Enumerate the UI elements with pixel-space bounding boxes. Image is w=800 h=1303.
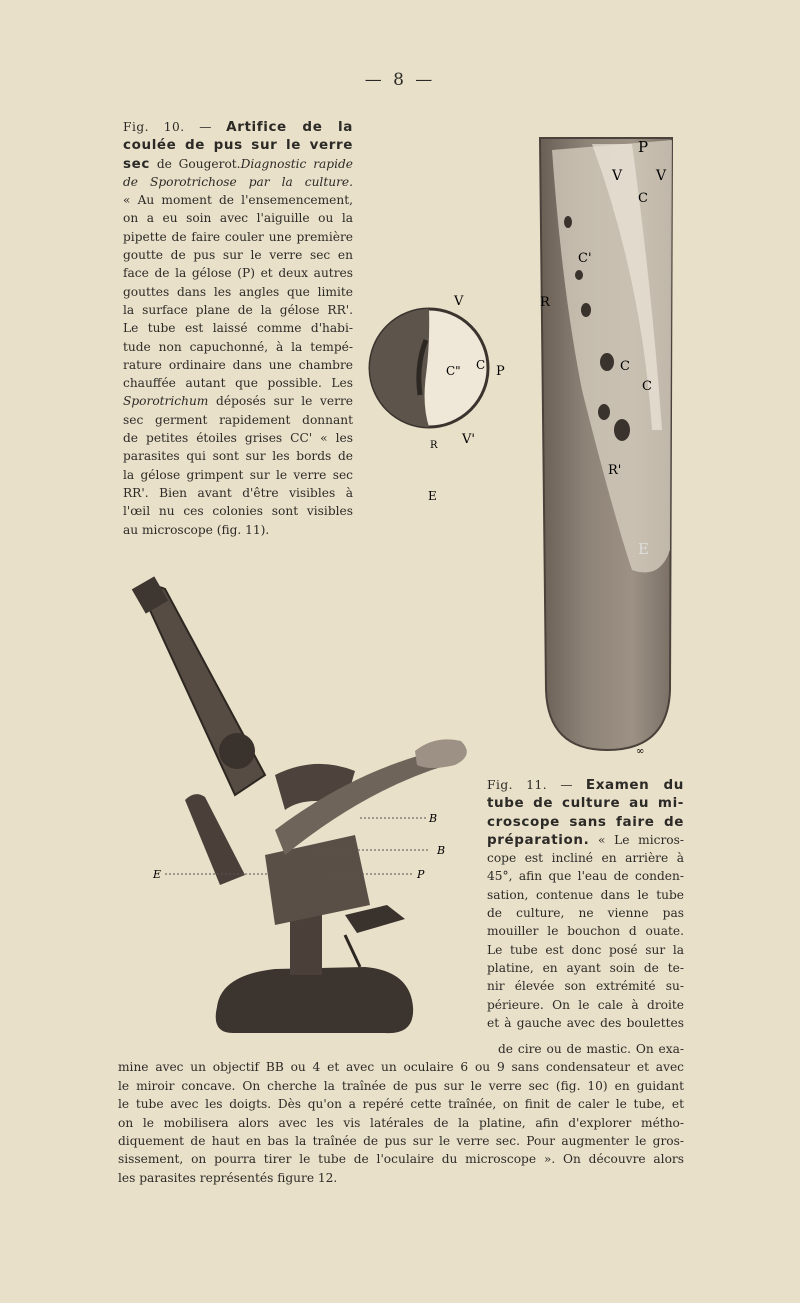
fig11-caption bbox=[487, 776, 684, 1032]
fig11-title-line4: préparation. bbox=[487, 831, 590, 848]
fig10-line: sec germent rapidement donnant bbox=[123, 412, 353, 427]
circle-label-C2: C bbox=[476, 358, 486, 372]
fig10-line: RR'. Bien avant d'être visibles à bbox=[123, 485, 353, 500]
body-line: sissement, on pourra tirer le tube de l'oculaire du microscope ». On découvre alors bbox=[118, 1152, 684, 1167]
culture-tube-figure bbox=[532, 130, 682, 755]
fig10-line: la gélose grimpent sur le verre sec bbox=[123, 467, 353, 482]
fig10-line: pipette de faire couler une première bbox=[123, 229, 353, 244]
tube-label-E: E bbox=[638, 540, 649, 558]
tube-label-V1: V bbox=[612, 168, 623, 184]
colony bbox=[564, 216, 572, 228]
fig11-line: « Le micros- bbox=[589, 832, 684, 847]
circle-label-P: P bbox=[496, 364, 505, 379]
circle-label-R: R bbox=[430, 440, 438, 451]
microscope-figure bbox=[125, 575, 475, 1035]
colony bbox=[581, 303, 591, 317]
tube-label-C4: C bbox=[642, 379, 652, 394]
colony bbox=[614, 419, 630, 441]
fig10-line: « Au moment de l'ensemencement, bbox=[123, 193, 353, 208]
circle-label-V: V bbox=[454, 294, 464, 309]
microscope-base bbox=[216, 967, 413, 1033]
micro-label-B2: B bbox=[437, 844, 446, 857]
circle-label-V2: V' bbox=[462, 432, 475, 447]
coarse-focus-knob bbox=[219, 733, 255, 769]
fig10-line: face de la gélose (P) et deux autres bbox=[123, 266, 353, 281]
body-line: les parasites représentés figure 12. bbox=[118, 1170, 338, 1185]
fig10-line: on a eu soin avec l'aiguille ou la bbox=[123, 211, 353, 226]
fig11-line: sation, contenue dans le tube bbox=[487, 887, 684, 902]
fig10-title-line3-bold: sec bbox=[123, 155, 150, 172]
fine-focus-knob bbox=[345, 905, 405, 933]
colony bbox=[598, 404, 610, 420]
body-line: mine avec un objectif BB ou 4 et avec un oculaire 6 ou 9 sans condensateur et avec bbox=[118, 1060, 684, 1075]
fig11-line: Le tube est donc posé sur la bbox=[487, 942, 684, 957]
fig10-line: Le tube est laissé comme d'habi- bbox=[123, 321, 353, 336]
fig10-title-line2: coulée de pus sur le verre bbox=[123, 137, 353, 154]
fig11-title-line1: Examen du bbox=[585, 777, 685, 793]
fig11-line: et à gauche avec des boulettes bbox=[487, 1015, 684, 1030]
body-line: le tube avec les doigts. Dès qu'on a repéré cette traînée, on finit de caler le tube, et bbox=[118, 1097, 684, 1112]
tube-label-P: P bbox=[638, 138, 649, 156]
tube-label-C2: C' bbox=[578, 251, 592, 266]
fig10-line: la surface plane de la gélose RR'. bbox=[123, 302, 353, 317]
tube-label-C3: C bbox=[620, 359, 630, 374]
body-text bbox=[118, 1040, 684, 1187]
body-line: de cire ou de mastic. On exa- bbox=[498, 1042, 684, 1056]
colony bbox=[575, 270, 583, 280]
fig11-line: de culture, ne vienne pas bbox=[487, 906, 684, 921]
fig11-label: Fig. 11. — bbox=[487, 778, 574, 792]
body-line: le miroir concave. On cherche la traînée de pus sur le verre sec (fig. 10) en guidant bbox=[118, 1078, 684, 1093]
colony bbox=[600, 353, 614, 371]
fig10-line: rature ordinaire dans une chambre bbox=[123, 357, 353, 372]
body-line: diquement de haut en bas la traînée de pus sur le verre sec. Pour augmenter le gros- bbox=[118, 1134, 684, 1149]
fig10-line: au microscope (fig. 11). bbox=[123, 522, 270, 537]
fig10-subtitle: Diagnostic rapide bbox=[240, 156, 354, 171]
tube-label-C1: C bbox=[638, 191, 648, 206]
tube-label-R: R bbox=[540, 295, 550, 310]
fig10-caption bbox=[123, 118, 353, 539]
fig11-title-line3: croscope sans faire de bbox=[487, 813, 684, 830]
page-number: — 8 — bbox=[364, 70, 436, 90]
fig10-line: déposés sur le verre bbox=[208, 394, 353, 409]
tube-label-bottom: ∞ bbox=[636, 746, 645, 755]
fig10-line: gouttes dans les angles que limite bbox=[123, 284, 353, 299]
micro-label-E: E bbox=[153, 868, 162, 881]
fig10-label: Fig. 10. — bbox=[123, 120, 212, 134]
fig11-line: platine, en ayant soin de te- bbox=[487, 960, 684, 975]
fig10-line: goutte de pus sur le verre sec en bbox=[123, 248, 353, 263]
fig10-italic-term: Sporotrichum bbox=[123, 394, 209, 409]
circle-label-E: E bbox=[428, 489, 437, 503]
fig11-title-line2: tube de culture au mi- bbox=[487, 795, 684, 812]
fig11-line: nir élevée son extrémité su- bbox=[487, 979, 684, 994]
fig10-title-line1: Artifice de la bbox=[226, 119, 353, 135]
tube-label-V2: V bbox=[656, 168, 667, 184]
fig11-line: 45°, afin que l'eau de conden- bbox=[487, 869, 684, 884]
fig10-line: chauffée autant que possible. Les bbox=[123, 376, 353, 391]
fig10-author: de Gougerot. bbox=[150, 156, 241, 171]
fig11-line: cope est incliné en arrière à bbox=[487, 851, 684, 866]
fig10-line: de petites étoiles grises CC' « les bbox=[123, 431, 353, 446]
fig10-line: l'œil nu ces colonies sont visibles bbox=[123, 504, 353, 519]
micro-label-P: P bbox=[417, 868, 425, 881]
circle-label-C1: C" bbox=[446, 364, 461, 378]
tube-cross-section-figure bbox=[360, 285, 510, 505]
fig10-subtitle-2: de Sporotrichose par la culture. bbox=[123, 174, 353, 189]
tube-label-R2: R' bbox=[608, 463, 622, 478]
fig11-line: mouiller le bouchon d ouate. bbox=[487, 924, 684, 939]
micro-label-B1: B bbox=[429, 812, 438, 825]
body-line: on le mobilisera alors avec les vis latérales de la platine, afin d'explorer métho- bbox=[118, 1115, 684, 1130]
fig10-line: tude non capuchonné, à la tempé- bbox=[123, 339, 353, 354]
fig11-line: périeure. On le cale à droite bbox=[487, 997, 684, 1012]
fig10-line: parasites qui sont sur les bords de bbox=[123, 449, 353, 464]
mirror bbox=[415, 739, 467, 768]
